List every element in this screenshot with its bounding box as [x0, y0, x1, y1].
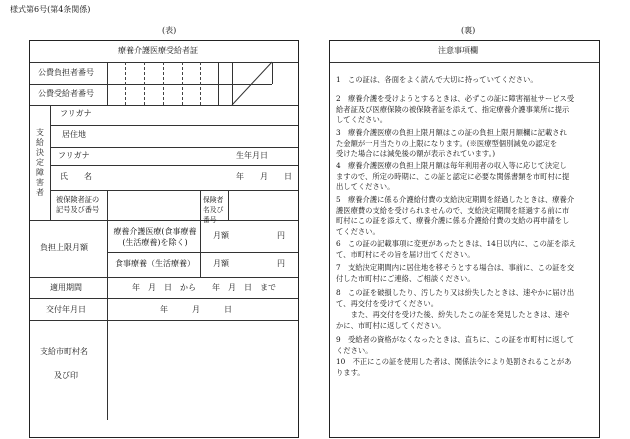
recipient-group-label: 支給決定障害者 — [36, 128, 44, 197]
period-value: 年 月 日 から 年 月 日 まで — [132, 283, 276, 292]
birth-date-label: 生年月日 — [236, 151, 268, 160]
seal-label: 及び印 — [54, 371, 78, 380]
form-number: 様式第6号(第4条関係) — [10, 5, 91, 14]
note-1: 1 この証は、各面をよく読んで大切に持っていてください。 — [336, 75, 538, 84]
address-label: 居住地 — [62, 130, 86, 139]
limit2-value: 月額 円 — [213, 259, 285, 268]
note-4: 4 療養介護医療の負担上限月額は毎年利用者の収入等に応じて決定し ますので、所定の時期に、この証と認定に必要な関係書類を市町村に提 出してください。 — [336, 161, 570, 191]
period-label: 適用期間 — [50, 283, 82, 292]
issue-date-value: 年 月 日 — [160, 305, 232, 314]
note-10: 10 不正にこの証を使用した者は、関係法令により処罰されることがあ ります。 — [336, 357, 572, 377]
insurance-symbol-label: 被保険者証の記号及び番号 — [56, 195, 100, 214]
limit2-label: 食事療養（生活療養） — [115, 259, 195, 268]
note-7: 7 支給決定期間内に居住地を移そうとする場合は、事前に、この証を交 付した市町村にご連絡、ご相談ください。 — [336, 263, 575, 283]
back-side-label: (裏) — [461, 26, 476, 35]
furigana-name-label: フリガナ — [58, 151, 90, 160]
note-8: 8 この証を破損したり、汚したり又は紛失したときは、速やかに届け出 て、再交付を受けてください。 — [336, 288, 575, 308]
municipality-label: 支給市町村名 — [40, 347, 88, 356]
burden-limit-label: 負担上限月額 — [40, 243, 88, 252]
name-date-field: 年 月 日 — [236, 172, 292, 181]
note-5: 5 療養介護に係る介護給付費の支給決定期間を経過したときは、療養介 護医療費の支給を受けられませんので、支給決定期間を経過する前に市 町村にこの証を添えて、療養介護に係る介護給付費の支給の再申請をし てください。 — [336, 195, 575, 236]
note-8-continued: また、再交付を受けた後、紛失したこの証を発見したときは、速や かに、市町村に返してください。 — [336, 310, 570, 330]
furigana-address-label: フリガナ — [60, 109, 92, 118]
note-6: 6 この証の記載事項に変更があったときは、14日以内に、この証を添え て、市町村にその旨を届け出てください。 — [336, 239, 577, 259]
note-3: 3 療養介護医療の負担上限月額はこの証の負担上限月額欄に記載され た金額が一月当たりの上限になります。(※医療型個別減免の認定を 受けた場合には減免後の額が表示されています。) — [336, 128, 567, 158]
limit1-label: 療養介護医療(食事療養(生活療養)を除く) — [113, 227, 197, 247]
front-side-label: (表) — [162, 26, 177, 35]
note-9: 9 受給者の資格がなくなったときは、直ちに、この証を市町村に返して ください。 — [336, 335, 575, 355]
back-title: 注意事項欄 — [438, 46, 478, 55]
note-2: 2 療養介護を受けようとするときは、必ずこの証に障害福祉サービス受 給者証及び医療保険の被保険者証を添えて、指定療養介護事業所に提示 してください。 — [336, 94, 575, 124]
limit1-value: 月額 円 — [213, 231, 285, 240]
issue-date-label: 交付年月日 — [46, 305, 86, 314]
name-label: 氏 名 — [60, 172, 92, 181]
front-title: 療養介護医療受給者証 — [118, 46, 198, 55]
public-recipient-number-label: 公費受給者番号 — [38, 89, 94, 98]
insurer-name-label: 保険者名及び番号 — [203, 196, 224, 224]
public-payer-number-label: 公費負担者番号 — [38, 68, 94, 77]
